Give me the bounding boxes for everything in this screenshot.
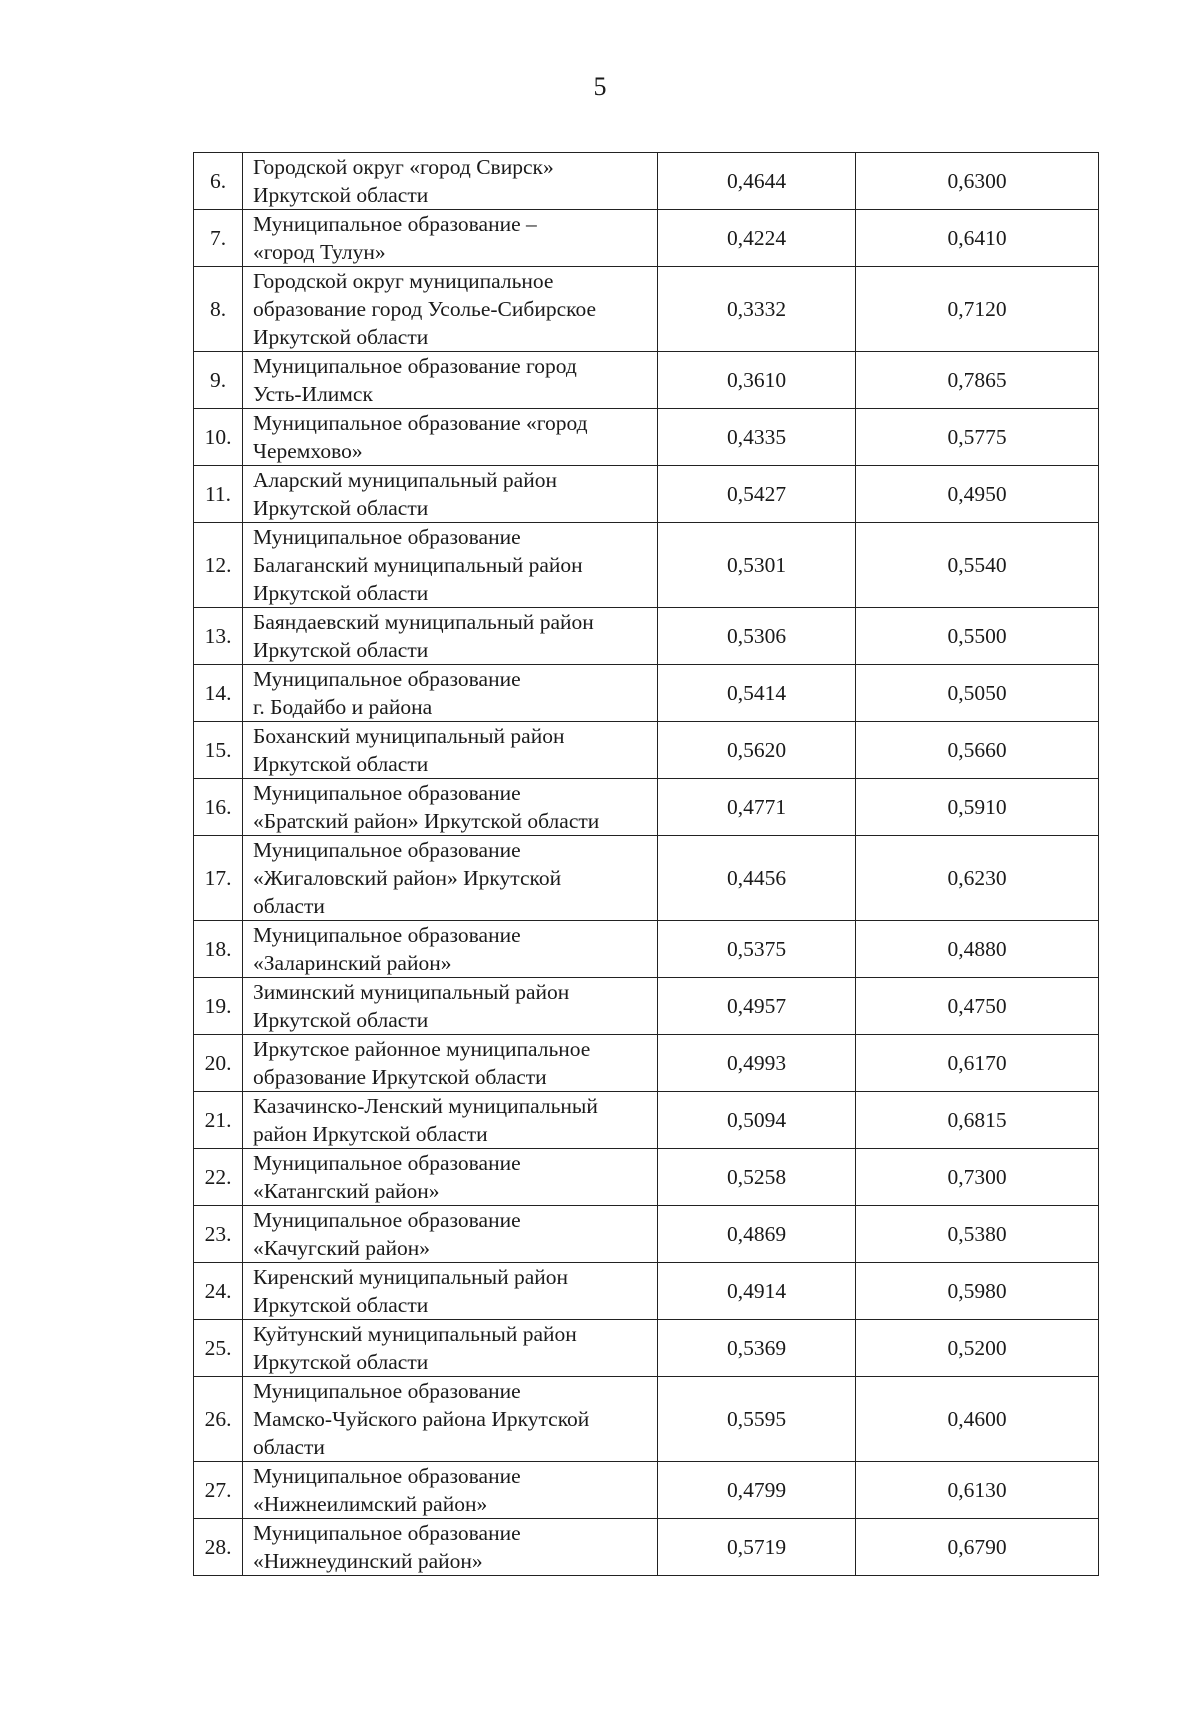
value-1-cell: 0,5094 — [658, 1092, 856, 1149]
value-2-cell: 0,7865 — [856, 352, 1099, 409]
value-2-cell: 0,5910 — [856, 779, 1099, 836]
row-number-cell: 17. — [194, 836, 243, 921]
value-2-cell: 0,6230 — [856, 836, 1099, 921]
municipality-name-cell — [243, 1206, 658, 1263]
municipality-name-line: Куйтунский муниципальный район — [253, 1322, 577, 1346]
municipality-name-line: «Жигаловский район» Иркутской — [253, 866, 562, 890]
municipality-name-line: Муниципальное образование — [253, 1521, 521, 1545]
value-1-cell: 0,4799 — [658, 1462, 856, 1519]
municipality-name-line: «Катангский район» — [253, 1179, 440, 1203]
table-row — [194, 523, 1099, 608]
municipality-name-cell — [243, 1462, 658, 1519]
municipality-name-line: Иркутской области — [253, 496, 429, 520]
value-2-cell: 0,5500 — [856, 608, 1099, 665]
municipality-name-cell — [243, 836, 658, 921]
municipality-name-cell — [243, 1263, 658, 1320]
municipality-name-line: области — [253, 1435, 325, 1459]
value-2-cell: 0,5200 — [856, 1320, 1099, 1377]
table-row — [194, 1377, 1099, 1462]
value-2-cell: 0,4950 — [856, 466, 1099, 523]
municipality-name-line: Муниципальное образование — [253, 838, 521, 862]
table-row — [194, 466, 1099, 523]
table-row — [194, 1092, 1099, 1149]
page-number: 5 — [593, 72, 607, 101]
row-number-cell: 15. — [194, 722, 243, 779]
municipality-name-cell — [243, 466, 658, 523]
municipality-name-cell — [243, 352, 658, 409]
value-2-cell: 0,6170 — [856, 1035, 1099, 1092]
municipality-name-line: Иркутской области — [253, 638, 429, 662]
municipality-name-cell — [243, 409, 658, 466]
row-number-cell: 22. — [194, 1149, 243, 1206]
value-1-cell: 0,4869 — [658, 1206, 856, 1263]
value-2-cell: 0,6130 — [856, 1462, 1099, 1519]
municipality-name-cell — [243, 1377, 658, 1462]
row-number-cell: 24. — [194, 1263, 243, 1320]
municipality-name-cell — [243, 1519, 658, 1576]
table-row — [194, 608, 1099, 665]
table-row — [194, 1149, 1099, 1206]
value-2-cell: 0,7120 — [856, 267, 1099, 352]
municipality-name-line: Казачинско-Ленский муниципальный — [253, 1094, 598, 1118]
municipality-name-line: Зиминский муниципальный район — [253, 980, 570, 1004]
table-row — [194, 836, 1099, 921]
value-1-cell: 0,4993 — [658, 1035, 856, 1092]
municipality-name-line: Аларский муниципальный район — [253, 468, 557, 492]
table-row — [194, 1263, 1099, 1320]
row-number-cell: 9. — [194, 352, 243, 409]
table-row — [194, 665, 1099, 722]
value-2-cell: 0,4880 — [856, 921, 1099, 978]
municipality-name-cell — [243, 1035, 658, 1092]
municipality-name-line: Баяндаевский муниципальный район — [253, 610, 594, 634]
row-number-cell: 13. — [194, 608, 243, 665]
municipality-name-line: Иркутской области — [253, 752, 429, 776]
table-row — [194, 1035, 1099, 1092]
municipality-name-cell — [243, 921, 658, 978]
value-2-cell: 0,4750 — [856, 978, 1099, 1035]
table-row — [194, 210, 1099, 267]
table-row — [194, 1519, 1099, 1576]
table-row — [194, 779, 1099, 836]
municipality-name-line: Муниципальное образование — [253, 667, 521, 691]
row-number-cell: 8. — [194, 267, 243, 352]
row-number-cell: 25. — [194, 1320, 243, 1377]
value-1-cell: 0,4957 — [658, 978, 856, 1035]
row-number-cell: 27. — [194, 1462, 243, 1519]
table-row — [194, 267, 1099, 352]
row-number-cell: 20. — [194, 1035, 243, 1092]
municipality-name-line: Муниципальное образование — [253, 1151, 521, 1175]
row-number-cell: 21. — [194, 1092, 243, 1149]
municipality-name-cell — [243, 210, 658, 267]
municipality-name-cell — [243, 153, 658, 210]
municipality-name-line: Муниципальное образование «город — [253, 411, 588, 435]
municipality-name-cell — [243, 608, 658, 665]
municipality-name-line: Иркутской области — [253, 1008, 429, 1032]
value-2-cell: 0,4600 — [856, 1377, 1099, 1462]
municipality-name-line: образование город Усолье-Сибирское — [253, 297, 597, 321]
row-number-cell: 6. — [194, 153, 243, 210]
municipality-name-line: Черемхово» — [253, 439, 363, 463]
municipality-name-line: «Качугский район» — [253, 1236, 431, 1260]
row-number-cell: 14. — [194, 665, 243, 722]
value-1-cell: 0,5719 — [658, 1519, 856, 1576]
municipality-name-line: Муниципальное образование — [253, 1464, 521, 1488]
row-number-cell: 18. — [194, 921, 243, 978]
value-2-cell: 0,5050 — [856, 665, 1099, 722]
row-number-cell: 19. — [194, 978, 243, 1035]
row-number-cell: 16. — [194, 779, 243, 836]
value-2-cell: 0,6815 — [856, 1092, 1099, 1149]
row-number-cell: 10. — [194, 409, 243, 466]
municipality-name-cell — [243, 1149, 658, 1206]
value-1-cell: 0,3610 — [658, 352, 856, 409]
value-2-cell: 0,5980 — [856, 1263, 1099, 1320]
value-2-cell: 0,5380 — [856, 1206, 1099, 1263]
row-number-cell: 28. — [194, 1519, 243, 1576]
value-2-cell: 0,6790 — [856, 1519, 1099, 1576]
municipality-name-line: «Нижнеилимский район» — [253, 1492, 488, 1516]
municipality-name-cell — [243, 1320, 658, 1377]
municipality-name-cell — [243, 722, 658, 779]
value-2-cell: 0,5540 — [856, 523, 1099, 608]
municipality-name-cell — [243, 779, 658, 836]
municipality-name-line: Городской округ «город Свирск» — [253, 155, 554, 179]
value-1-cell: 0,5427 — [658, 466, 856, 523]
table-body — [194, 153, 1099, 1576]
row-number-cell: 7. — [194, 210, 243, 267]
municipality-name-line: Городской округ муниципальное — [253, 269, 554, 293]
municipality-name-line: «Братский район» Иркутской области — [253, 809, 600, 833]
value-1-cell: 0,5258 — [658, 1149, 856, 1206]
municipality-name-line: Боханский муниципальный район — [253, 724, 565, 748]
municipality-name-line: Муниципальное образование — [253, 525, 521, 549]
value-1-cell: 0,4456 — [658, 836, 856, 921]
municipality-name-line: район Иркутской области — [253, 1122, 488, 1146]
municipality-name-line: образование Иркутской области — [253, 1065, 547, 1089]
municipality-name-line: г. Бодайбо и района — [253, 695, 433, 719]
value-1-cell: 0,5301 — [658, 523, 856, 608]
table-row — [194, 409, 1099, 466]
value-1-cell: 0,4224 — [658, 210, 856, 267]
table-row — [194, 352, 1099, 409]
value-1-cell: 0,4914 — [658, 1263, 856, 1320]
municipality-name-line: Муниципальное образование — [253, 1208, 521, 1232]
municipality-name-cell — [243, 978, 658, 1035]
value-1-cell: 0,5306 — [658, 608, 856, 665]
value-2-cell: 0,7300 — [856, 1149, 1099, 1206]
table-row — [194, 722, 1099, 779]
value-2-cell: 0,5660 — [856, 722, 1099, 779]
value-1-cell: 0,4771 — [658, 779, 856, 836]
value-1-cell: 0,4335 — [658, 409, 856, 466]
table-row — [194, 978, 1099, 1035]
value-2-cell: 0,5775 — [856, 409, 1099, 466]
row-number-cell: 26. — [194, 1377, 243, 1462]
municipality-name-cell — [243, 665, 658, 722]
municipality-name-line: Муниципальное образование город — [253, 354, 577, 378]
municipality-name-line: Муниципальное образование — [253, 1379, 521, 1403]
municipality-name-cell — [243, 1092, 658, 1149]
municipality-name-line: Иркутской области — [253, 1350, 429, 1374]
value-1-cell: 0,5375 — [658, 921, 856, 978]
municipality-name-cell — [243, 523, 658, 608]
municipality-name-line: области — [253, 894, 325, 918]
row-number-cell: 11. — [194, 466, 243, 523]
municipality-name-line: «город Тулун» — [253, 240, 386, 264]
municipality-name-line: Иркутское районное муниципальное — [253, 1037, 591, 1061]
municipality-name-line: Мамско-Чуйского района Иркутской — [253, 1407, 590, 1431]
table-row — [194, 1462, 1099, 1519]
municipality-name-line: «Заларинский район» — [253, 951, 452, 975]
value-1-cell: 0,5595 — [658, 1377, 856, 1462]
value-1-cell: 0,5620 — [658, 722, 856, 779]
municipality-name-line: Иркутской области — [253, 325, 429, 349]
municipality-name-line: Балаганский муниципальный район — [253, 553, 583, 577]
municipality-name-line: Муниципальное образование — [253, 781, 521, 805]
data-table — [193, 152, 1099, 1576]
municipality-name-cell — [243, 267, 658, 352]
value-2-cell: 0,6410 — [856, 210, 1099, 267]
municipality-name-line: Усть-Илимск — [253, 382, 373, 406]
table-row — [194, 921, 1099, 978]
value-1-cell: 0,3332 — [658, 267, 856, 352]
row-number-cell: 23. — [194, 1206, 243, 1263]
table-row — [194, 1320, 1099, 1377]
municipality-name-line: Иркутской области — [253, 581, 429, 605]
value-1-cell: 0,5414 — [658, 665, 856, 722]
table-row — [194, 153, 1099, 210]
value-1-cell: 0,4644 — [658, 153, 856, 210]
table-row — [194, 1206, 1099, 1263]
row-number-cell: 12. — [194, 523, 243, 608]
municipality-name-line: Киренский муниципальный район — [253, 1265, 569, 1289]
municipality-name-line: Иркутской области — [253, 1293, 429, 1317]
municipality-name-line: Иркутской области — [253, 183, 429, 207]
value-2-cell: 0,6300 — [856, 153, 1099, 210]
value-1-cell: 0,5369 — [658, 1320, 856, 1377]
municipality-name-line: «Нижнеудинский район» — [253, 1549, 483, 1573]
municipality-name-line: Муниципальное образование – — [253, 212, 537, 236]
municipality-name-line: Муниципальное образование — [253, 923, 521, 947]
